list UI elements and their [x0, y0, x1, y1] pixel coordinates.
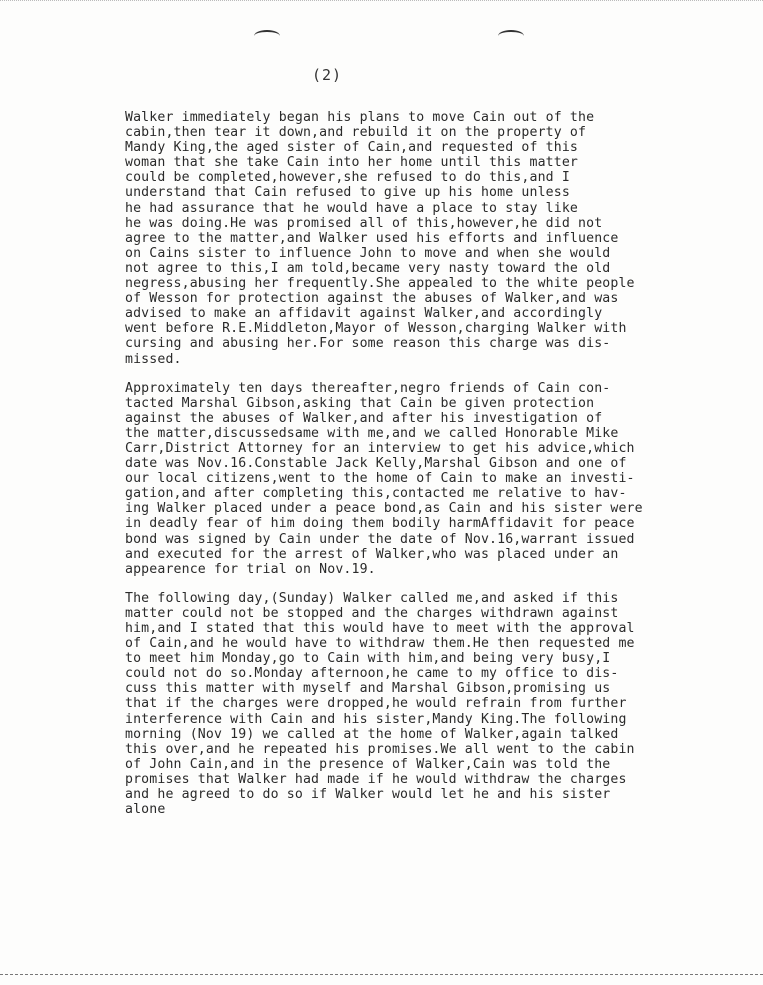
text-line: morning (Nov 19) we called at the home of Walker,again talked: [125, 726, 619, 742]
text-line: to meet him Monday,go to Cain with him,and being very busy,I: [125, 651, 611, 667]
text-line: him,and I stated that this would have to meet with the approval: [125, 621, 635, 636]
paragraph-1: [125, 110, 725, 367]
text-line: of Cain,and he would have to withdraw them.He then requested me: [125, 636, 635, 652]
text-line: that if the charges were dropped,he would refrain from further: [125, 696, 627, 712]
text-line: Approximately ten days thereafter,negro friends of Cain con-: [125, 380, 611, 396]
text-line: understand that Cain refused to give up his home unless: [125, 185, 570, 201]
text-line: he had assurance that he would have a place to stay like: [125, 200, 579, 216]
text-line: against the abuses of Walker,and after his investigation of: [125, 410, 603, 426]
text-line: Walker immediately began his plans to move Cain out of the: [125, 110, 595, 125]
text-line: not agree to this,I am told,became very nasty toward the old: [125, 260, 611, 276]
text-line: Mandy King,the aged sister of Cain,and requested of this: [125, 140, 579, 156]
text-line: woman that she take Cain into her home until this matter: [125, 155, 579, 171]
bottom-scan-line: [0, 974, 763, 975]
text-line: date was Nov.16.Constable Jack Kelly,Marshal Gibson and one of: [125, 456, 627, 472]
page-number: (2): [312, 66, 343, 84]
paragraph-3: [125, 591, 725, 817]
text-line: missed.: [125, 351, 182, 367]
text-line: this over,and he repeated his promises.We all went to the cabin: [125, 741, 635, 757]
text-line: went before R.E.Middleton,Mayor of Wesson,charging Walker with: [125, 321, 627, 337]
text-line: tacted Marshal Gibson,asking that Cain be given protection: [125, 395, 595, 411]
text-line: The following day,(Sunday) Walker called me,and asked if this: [125, 590, 619, 606]
text-line: of John Cain,and in the presence of Walker,Cain was told the: [125, 756, 611, 772]
document-body: [125, 110, 725, 831]
text-line: the matter,discussedsame with me,and we called Honorable Mike: [125, 425, 619, 441]
paragraph-2: [125, 381, 725, 577]
text-line: matter could not be stopped and the charges withdrawn against: [125, 605, 619, 621]
scan-edge-specks: [0, 0, 763, 5]
text-line: of Wesson for protection against the abuses of Walker,and was: [125, 291, 619, 307]
text-line: in deadly fear of him doing them bodily harmAffidavit for peace: [125, 516, 635, 532]
text-line: ing Walker placed under a peace bond,as Cain and his sister were: [125, 501, 643, 517]
text-line: Carr,District Attorney for an interview to get his advice,which: [125, 440, 635, 456]
text-line: alone: [125, 802, 166, 818]
left-binding-mark: [254, 30, 280, 42]
text-line: cabin,then tear it down,and rebuild it on the property of: [125, 125, 587, 141]
text-line: and executed for the arrest of Walker,who was placed under an: [125, 546, 619, 562]
text-line: promises that Walker had made if he would withdraw the charges: [125, 771, 627, 787]
text-line: interference with Cain and his sister,Mandy King.The following: [125, 711, 627, 727]
text-line: cuss this matter with myself and Marshal Gibson,promising us: [125, 681, 611, 697]
text-line: gation,and after completing this,contacted me relative to hav-: [125, 486, 627, 502]
text-line: bond was signed by Cain under the date of Nov.16,warrant issued: [125, 531, 635, 547]
text-line: agree to the matter,and Walker used his efforts and influence: [125, 230, 619, 246]
text-line: could be completed,however,she refused to do this,and I: [125, 170, 570, 186]
text-line: our local citizens,went to the home of Cain to make an investi-: [125, 471, 635, 487]
text-line: could not do so.Monday afternoon,he came to my office to dis-: [125, 666, 619, 682]
text-line: appearence for trial on Nov.19.: [125, 561, 376, 577]
text-line: cursing and abusing her.For some reason this charge was dis-: [125, 336, 611, 352]
text-line: and he agreed to do so if Walker would let he and his sister: [125, 787, 611, 803]
text-line: negress,abusing her frequently.She appealed to the white people: [125, 276, 635, 292]
text-line: he was doing.He was promised all of this,however,he did not: [125, 215, 603, 231]
text-line: on Cains sister to influence John to move and when she would: [125, 245, 611, 261]
right-binding-mark: [498, 30, 524, 42]
text-line: advised to make an affidavit against Walker,and accordingly: [125, 306, 603, 322]
